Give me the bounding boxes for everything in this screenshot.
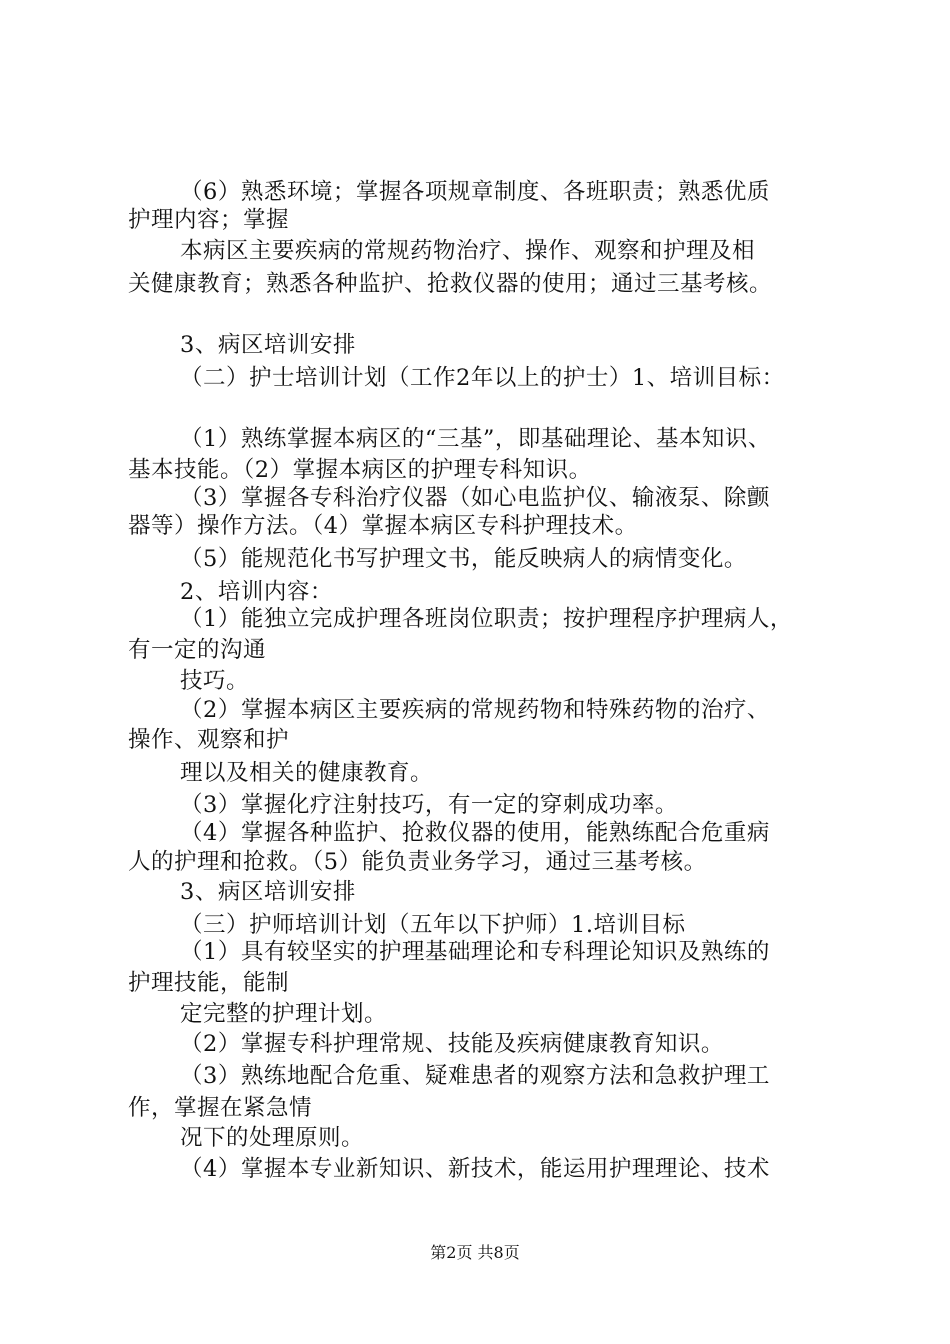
section-heading-5: （三）护师培训计划（五年以下护师）1.培训目标 [180, 912, 686, 938]
page-number-footer: 第2页 共8页 [430, 1243, 520, 1262]
text-line-31: （4）掌握本专业新知识、新技术，能运用护理理论、技术 [180, 1156, 770, 1182]
text-line-14: 有一定的沟通 [128, 637, 267, 663]
text-line-21: 人的护理和抢救。（5）能负责业务学习，通过三基考核。 [128, 849, 707, 875]
text-line-16: （2）掌握本病区主要疾病的常规药物和特殊药物的治疗、 [180, 697, 770, 723]
text-line-1: （6）熟悉环境；掌握各项规章制度、各班职责；熟悉优质 [180, 179, 770, 205]
text-line-25: 护理技能，能制 [128, 970, 290, 996]
section-heading-3: 2、培训内容： [180, 579, 333, 605]
text-line-30: 况下的处理原则。 [180, 1125, 365, 1151]
text-line-10: 器等）操作方法。（4）掌握本病区专科护理技术。 [128, 513, 638, 539]
text-line-7: （1）熟练掌握本病区的“三基”，即基础理论、基本知识、 [180, 426, 771, 452]
text-line-2: 护理内容；掌握 [128, 207, 290, 233]
text-line-11: （5）能规范化书写护理文书，能反映病人的病情变化。 [180, 546, 747, 572]
text-line-8: 基本技能。（2）掌握本病区的护理专科知识。 [128, 457, 592, 483]
text-line-18: 理以及相关的健康教育。 [180, 760, 434, 786]
text-line-24: （1）具有较坚实的护理基础理论和专科理论知识及熟练的 [180, 939, 770, 965]
text-line-13: （1）能独立完成护理各班岗位职责；按护理程序护理病人， [180, 606, 793, 632]
section-heading-2: （二）护士培训计划（工作2年以上的护士）1、培训目标： [180, 365, 785, 391]
text-line-17: 操作、观察和护 [128, 727, 290, 753]
text-line-15: 技巧。 [180, 668, 250, 694]
text-line-4: 关健康教育；熟悉各种监护、抢救仪器的使用；通过三基考核。 [128, 271, 773, 297]
text-line-27: （2）掌握专科护理常规、技能及疾病健康教育知识。 [180, 1031, 724, 1057]
text-line-9: （3）掌握各专科治疗仪器（如心电监护仪、输液泵、除颤 [180, 485, 770, 511]
text-line-29: 作，掌握在紧急情 [128, 1095, 313, 1121]
text-line-26: 定完整的护理计划。 [180, 1001, 388, 1027]
text-line-20: （4）掌握各种监护、抢救仪器的使用，能熟练配合危重病 [180, 820, 770, 846]
text-line-28: （3）熟练地配合危重、疑难患者的观察方法和急救护理工 [180, 1063, 770, 1089]
text-line-3: 本病区主要疾病的常规药物治疗、操作、观察和护理及相 [180, 238, 756, 264]
section-heading-1: 3、病区培训安排 [180, 332, 356, 358]
section-heading-4: 3、病区培训安排 [180, 879, 356, 905]
text-line-19: （3）掌握化疗注射技巧，有一定的穿刺成功率。 [180, 792, 678, 818]
